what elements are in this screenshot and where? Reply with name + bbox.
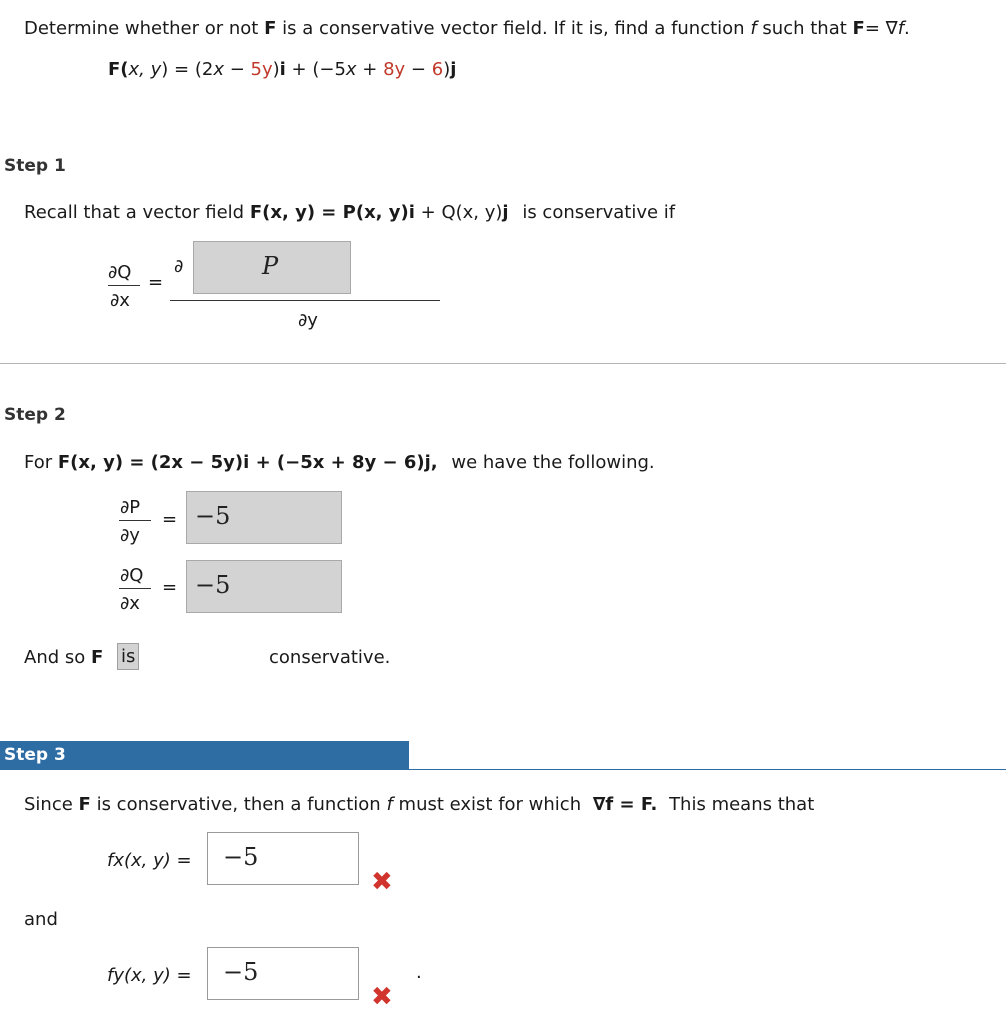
step1-answer-P[interactable] [193, 241, 351, 294]
step-3-header [0, 741, 409, 769]
conclusion-text: And so [24, 647, 86, 668]
recall-i: i [408, 202, 415, 223]
intro-f: f [386, 794, 393, 815]
step-2-intro [24, 452, 655, 473]
step2-equals-1: = [162, 509, 178, 530]
recall-text: Recall that a vector field [24, 202, 245, 223]
fx-wrong-icon: ✖ [371, 867, 393, 897]
vector-field-equation: F(x, y) = (2x − 5y)i + (−5x + 8y − 6)j [108, 59, 457, 80]
field-text: x [213, 59, 224, 80]
field-text: ) [443, 59, 451, 80]
answer-value: −5 [195, 502, 231, 530]
field-coef: 6 [431, 59, 444, 80]
field-coef: 8y [383, 59, 406, 80]
prompt-text: . [904, 18, 910, 39]
step2-conservative: conservative. [269, 647, 391, 668]
step2-frac-line-2 [119, 588, 151, 589]
step-3-underline [0, 769, 1006, 770]
prompt-F: F [852, 18, 865, 39]
field-text: x [345, 59, 357, 80]
field-text: − [405, 59, 432, 80]
recall-j: j [502, 202, 509, 223]
step1-dQ: ∂Q [108, 262, 132, 283]
fy-wrong-icon: ✖ [371, 982, 393, 1012]
intro-grad: ∇f = F. [592, 794, 658, 815]
intro-text: must exist for which [398, 794, 582, 815]
input-value: −5 [223, 958, 259, 986]
recall-formula: + Q(x, y) [420, 202, 503, 223]
step-3-intro [24, 794, 814, 815]
prompt-text: is a conservative vector field. If it is, find a function [282, 18, 745, 39]
field-text: + (−5 [285, 59, 346, 80]
step2-dP: ∂P [120, 497, 141, 518]
field-text: + [356, 59, 384, 80]
step1-frac-line-right [170, 300, 440, 301]
step1-partial: ∂ [174, 256, 184, 277]
fy-label: fy(x, y) = [107, 965, 192, 986]
fy-input[interactable] [207, 947, 359, 1000]
intro-F: F [78, 794, 91, 815]
step1-dx: ∂x [110, 290, 130, 311]
field-text: − [223, 59, 251, 80]
input-value: −5 [223, 843, 259, 871]
fy-period: . [416, 962, 422, 983]
step2-answer-dPdy[interactable] [186, 491, 342, 544]
prompt-text: = ∇ [864, 18, 898, 39]
field-i: i [279, 59, 286, 80]
prompt-text: Determine whether or not [24, 18, 259, 39]
step1-equals: = [148, 272, 164, 293]
answer-value: P [262, 252, 279, 280]
intro-text: This means that [669, 794, 815, 815]
field-text: ) = (2 [161, 59, 214, 80]
step-1-label: Step 1 [4, 156, 66, 176]
intro-field: F(x, y) = (2x − 5y)i + (−5x + 8y − 6)j, [57, 452, 438, 473]
step1-dy: ∂y [298, 310, 318, 331]
intro-text: For [24, 452, 53, 473]
select-value: is [121, 646, 136, 667]
prompt-f: f [750, 18, 757, 39]
step2-equals-2: = [162, 577, 178, 598]
step1-frac-line-left [108, 285, 140, 286]
field-coef: 5y [250, 59, 273, 80]
step2-dy: ∂y [120, 525, 140, 546]
step2-answer-dQdx[interactable] [186, 560, 342, 613]
field-text: x, y [128, 59, 162, 80]
step-3-label: Step 3 [4, 745, 66, 765]
prompt-text: such that [762, 18, 847, 39]
step-2-label: Step 2 [4, 405, 66, 425]
step-1-recall [24, 202, 675, 223]
and-text: and [24, 909, 58, 930]
answer-value: −5 [195, 571, 231, 599]
step2-frac-line-1 [119, 520, 151, 521]
step2-conclusion [24, 647, 103, 668]
step2-dQ: ∂Q [120, 565, 144, 586]
is-select[interactable] [117, 643, 139, 670]
intro-text: we have the following. [451, 452, 655, 473]
conclusion-F: F [91, 647, 104, 668]
separator [0, 363, 1006, 364]
problem-prompt [24, 18, 910, 39]
fx-input[interactable] [207, 832, 359, 885]
prompt-f: f [897, 18, 905, 39]
recall-formula: F(x, y) = P(x, y) [249, 202, 409, 223]
intro-text: is conservative, then a function [96, 794, 381, 815]
prompt-F: F [264, 18, 277, 39]
fx-label: fx(x, y) = [107, 850, 192, 871]
intro-text: Since [24, 794, 73, 815]
field-j: j [450, 59, 457, 80]
step2-dx: ∂x [120, 593, 140, 614]
field-text: F( [108, 59, 129, 80]
recall-text: is conservative if [522, 202, 676, 223]
